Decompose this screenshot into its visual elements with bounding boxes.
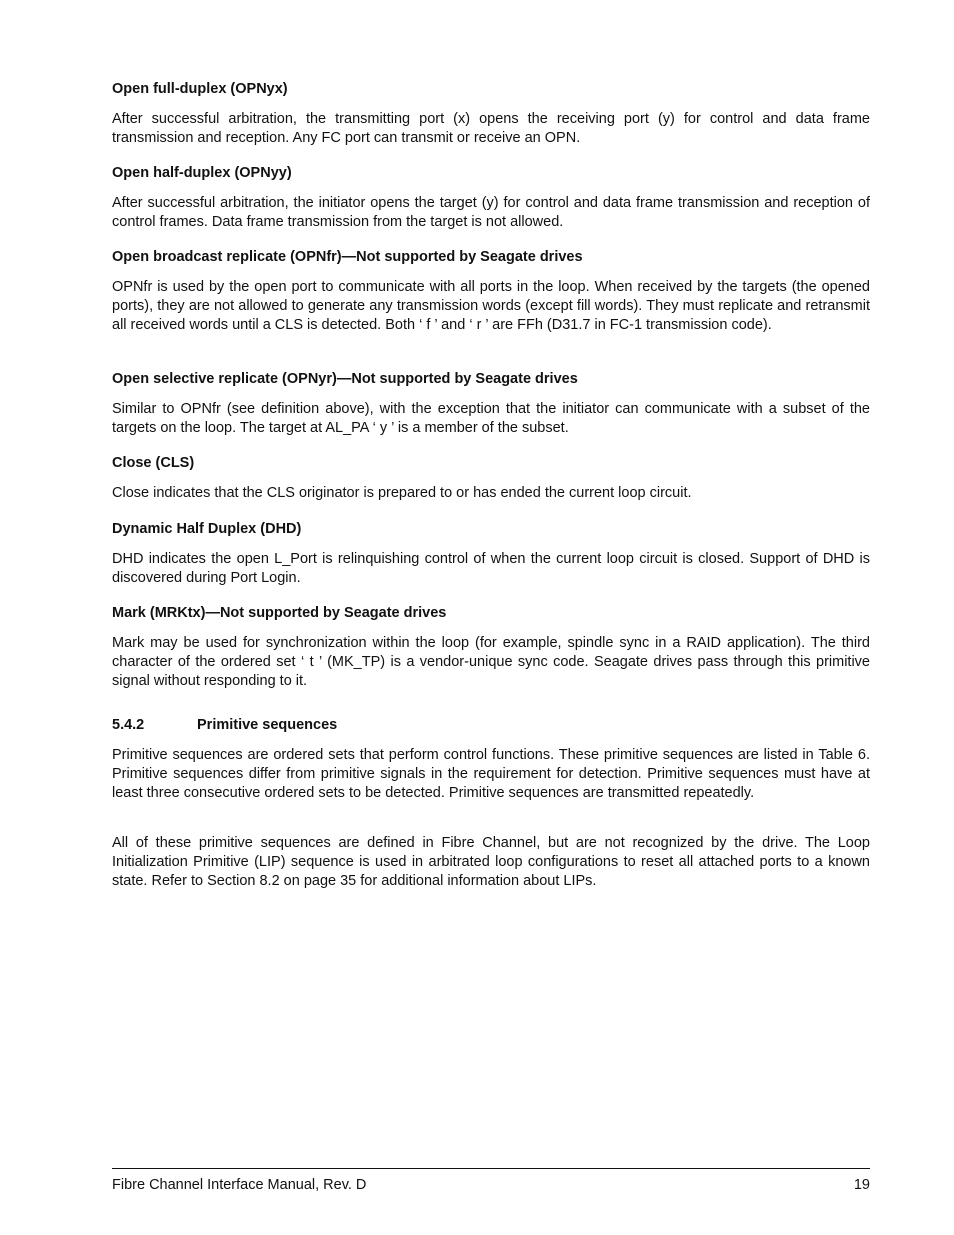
document-page <box>112 0 870 1235</box>
paragraph-mrktx: Mark may be used for synchronization within the loop (for example, spindle sync in a RAID application). The third character of the ordered set ‘ t ’ (MK_TP) is a vendor-unique sync code. Seagate drives pass through this primitive signal without responding to it. <box>112 635 870 689</box>
paragraph-opnfr: OPNfr is used by the open port to communicate with all ports in the loop. When received by the targets (the opened ports), they are not allowed to generate any transmission words (except fill words). They must replicate and retransmit all received words until a CLS is detected. Both ‘ f ’ and ‘ r ’ are FFh (D31.7 in FC-1 transmission code). <box>112 279 870 333</box>
footer-title: Fibre Channel Interface Manual, Rev. D <box>112 1177 367 1193</box>
heading-opnyr: Open selective replicate (OPNyr)—Not supported by Seagate drives <box>112 371 578 387</box>
heading-dhd: Dynamic Half Duplex (DHD) <box>112 521 302 537</box>
heading-opnfr: Open broadcast replicate (OPNfr)—Not supported by Seagate drives <box>112 249 583 265</box>
page-number: 19 <box>853 1177 870 1193</box>
paragraph-primitive-sequences-1: Primitive sequences are ordered sets that perform control functions. These primitive sequences are listed in Table 6. Primitive sequences differ from primitive signals in the requirement for detection. Primitive sequences must have at least three consecutive ordered sets to be detected. Primitive sequences are transmitted repeatedly. <box>112 747 870 801</box>
paragraph-primitive-sequences-2: All of these primitive sequences are defined in Fibre Channel, but are not recognized by the drive. The Loop Initialization Primitive (LIP) sequence is used in arbitrated loop configurations to reset all attached ports to a known state. Refer to Section 8.2 on page 35 for additional information about LIPs. <box>112 835 870 889</box>
paragraph-opnyx: After successful arbitration, the transmitting port (x) opens the receiving port (y) for control and data frame transmission and reception. Any FC port can transmit or receive an OPN. <box>112 111 870 146</box>
footer-rule <box>112 1168 870 1169</box>
heading-cls: Close (CLS) <box>112 455 195 471</box>
paragraph-cls: Close indicates that the CLS originator is prepared to or has ended the current loop circuit. <box>112 485 692 501</box>
paragraph-opnyr: Similar to OPNfr (see definition above), with the exception that the initiator can communicate with a subset of the targets on the loop. The target at AL_PA ‘ y ’ is a member of the subset. <box>112 401 870 436</box>
paragraph-opnyy: After successful arbitration, the initiator opens the target (y) for control and data frame transmission and reception of control frames. Data frame transmission from the target is not allowed. <box>112 195 870 230</box>
heading-opnyx: Open full-duplex (OPNyx) <box>112 81 288 97</box>
paragraph-dhd: DHD indicates the open L_Port is relinquishing control of when the current loop circuit is closed. Support of DHD is discovered during Port Login. <box>112 551 870 586</box>
subsection-title: Primitive sequences <box>197 717 338 733</box>
subsection-number: 5.4.2 <box>112 717 145 733</box>
heading-mrktx: Mark (MRKtx)—Not supported by Seagate drives <box>112 605 447 621</box>
heading-opnyy: Open half-duplex (OPNyy) <box>112 165 292 181</box>
